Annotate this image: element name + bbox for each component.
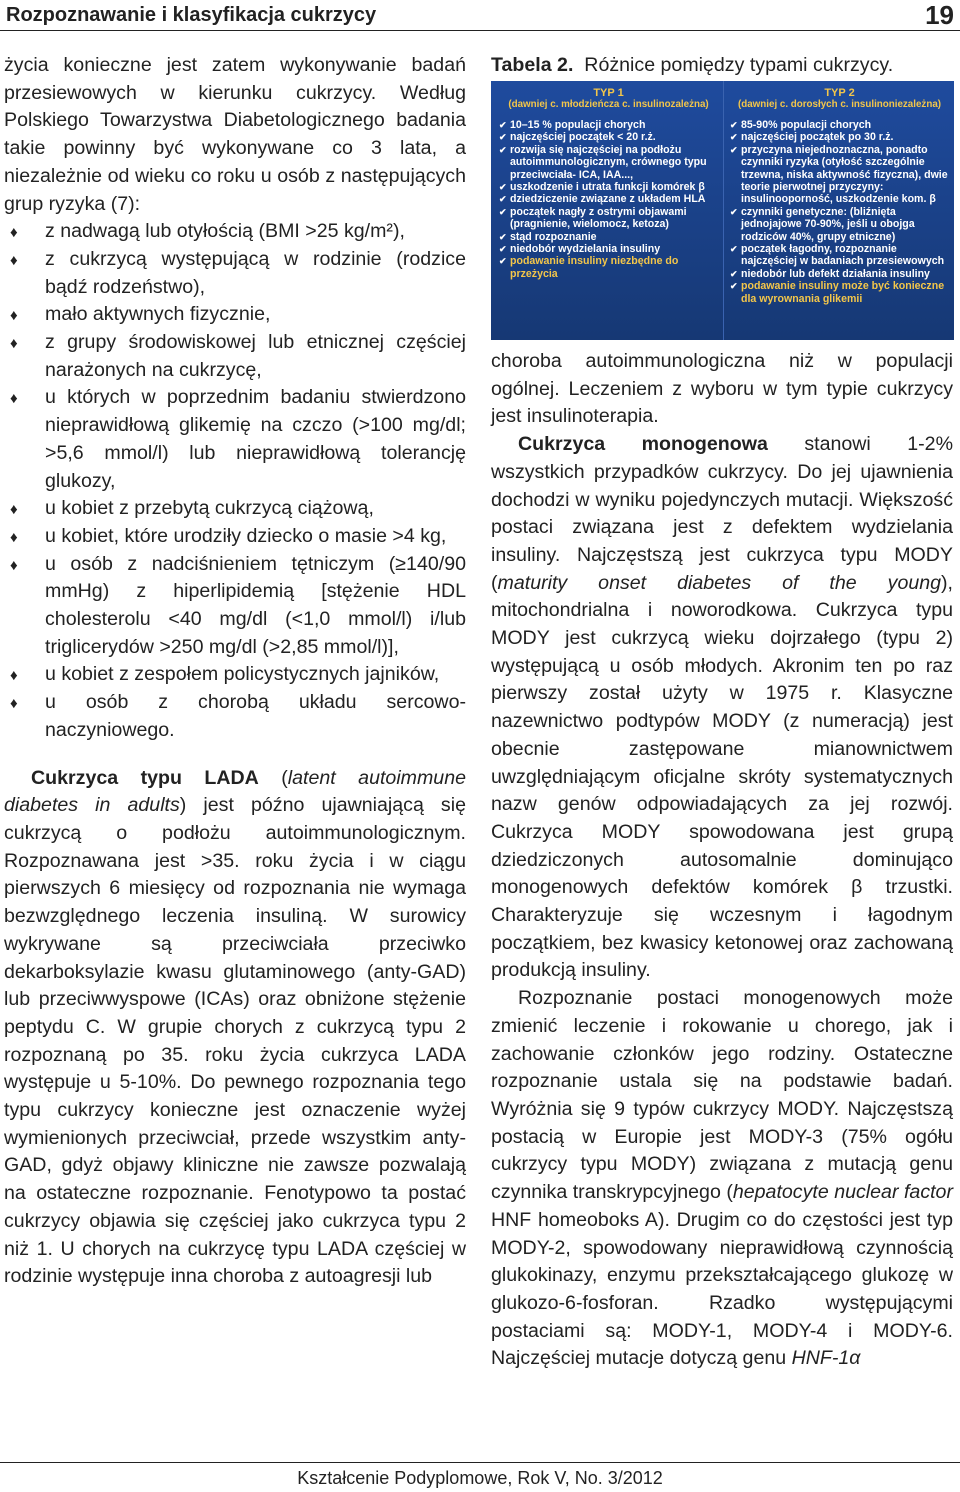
diamond-bullet-icon: ♦ <box>10 695 18 713</box>
list-item: ♦ u kobiet z zespołem policystycznych jajników, <box>4 661 466 689</box>
list-item: ♦ mało aktywnych fizycznie, <box>4 301 466 329</box>
right-column <box>491 52 953 1373</box>
running-title: Rozpoznawanie i klasyfikacja cukrzycy <box>6 4 377 26</box>
page-number: 19 <box>925 0 954 30</box>
type2-items <box>730 119 949 305</box>
list-item: ✔ stąd rozpoznanie <box>499 231 718 243</box>
risk-group-list <box>4 218 466 744</box>
diamond-bullet-icon: ♦ <box>10 667 18 685</box>
list-item: ✔ najczęściej początek po 30 r.ż. <box>730 131 949 143</box>
footer-divider <box>0 1462 960 1463</box>
list-item: ✔ czynniki genetyczne: (bliźnięta jednojajowe 70-90%, jeśli u obojga rodziców 40%, grupy etniczne) <box>730 206 949 243</box>
diagnosis-paragraph: Rozpoznanie postaci monogenowych może zmienić leczenie i rokowanie u chorego, jak i zachowanie członków jego rodziny. Ostateczne rozpoznanie ustala się na podstawie badań. Wyróżnia się 9 typów cukrzycy MODY. Najczęstszą postacią w Europie jest MODY-3 (75% ogółu cukrzycy typu MODY) związana z mutacją genu czynnika transkrypcyjnego (hepatocyte nuclear factor HNF homeoboks A). Drugim co do częstości jest typ MODY-2, spowodowany nieprawidłową czynnością glukokinazy, enzymu przekształcającego glukozę w glukozo-6-fosforan. Rzadko występującymi postaciami są: MODY-1, MODY-4 i MODY-6. Najczęściej mutacje dotyczą genu HNF-1α <box>491 987 953 1370</box>
list-item: ✔ dziedziczenie związane z układem HLA <box>499 193 718 205</box>
list-item: ♦ u kobiet, które urodziły dziecko o masie >4 kg, <box>4 523 466 551</box>
list-item: ✔ uszkodzenie i utrata funkcji komórek β <box>499 181 718 193</box>
type2-column <box>723 81 954 340</box>
list-item: ✔ początek łagodny, rozpoznanie najczęściej w badaniach przesiewowych <box>730 243 949 268</box>
list-item: ♦ z nadwagą lub otyłością (BMI >25 kg/m²), <box>4 218 466 246</box>
type2-subtitle: (dawniej c. dorosłych c. insulinoniezależna) <box>737 99 942 110</box>
diabetes-types-table <box>491 81 954 340</box>
list-item: ✔ podawanie insuliny niezbędne do przeżycia <box>499 255 718 280</box>
list-item: ♦ z cukrzycą występującą w rodzinie (rodzice bądź rodzeństwo), <box>10 247 466 298</box>
list-item: ♦ u kobiet z przebytą cukrzycą ciążową, <box>4 495 466 523</box>
list-item: ✔ najczęściej początek < 20 r.ż. <box>499 131 718 143</box>
list-item: ✔ niedobór wydzielania insuliny <box>499 243 718 255</box>
list-item: ♦ z grupy środowiskowej lub etnicznej częściej narażonych na cukrzycę, <box>10 331 466 381</box>
diamond-bullet-icon: ♦ <box>10 224 18 242</box>
type2-title: TYP 2 <box>824 87 855 99</box>
diamond-bullet-icon: ♦ <box>10 251 18 269</box>
list-item: ✔ początek nagły z ostrymi objawami (pragnienie, wielomocz, ketoza) <box>499 206 718 231</box>
table-caption: Tabela 2. Różnice pomiędzy typami cukrzycy. <box>491 54 894 76</box>
list-item: ✔ niedobór lub defekt działania insuliny <box>730 268 949 280</box>
list-item: ♦ u których w poprzednim badaniu stwierdzono nieprawidłową glikemię na czczo (>100 mg/dl; >5,6 mmol/l) lub nieprawidłową tolerancję glukozy, <box>10 386 466 492</box>
list-item: ♦ u osób z nadciśnieniem tętniczym (≥140/90 mmHg) z hiperlipidemią [stężenie HDL cholesterolu <40 mg/dl (<1,0 mmol/l) i/lub triglicerydów >250 mg/dl (>2,85 mmol/l)], <box>10 552 466 658</box>
type1-column <box>491 81 723 340</box>
list-item: ✔ 85-90% populacji chorych <box>730 119 949 131</box>
list-item: ✔ 10–15 % populacji chorych <box>499 119 718 131</box>
type1-subtitle: (dawniej c. młodzieńcza c. insulinozależna) <box>508 99 709 110</box>
diamond-bullet-icon: ♦ <box>10 528 18 546</box>
running-header <box>0 0 960 31</box>
diamond-bullet-icon: ♦ <box>10 390 18 408</box>
diamond-bullet-icon: ♦ <box>10 307 18 325</box>
type1-title: TYP 1 <box>593 87 624 99</box>
journal-footer: Kształcenie Podyplomowe, Rok V, No. 3/2012 <box>297 1468 663 1488</box>
diamond-bullet-icon: ♦ <box>10 501 18 519</box>
autoimmune-paragraph: choroba autoimmunologiczna niż w populacji ogólnej. Leczeniem z wyboru w tym typie cukrzycy jest insulinoterapia. <box>491 350 953 428</box>
diamond-bullet-icon: ♦ <box>10 335 18 353</box>
monogenic-paragraph: Cukrzyca monogenowa stanowi 1-2% wszystkich przypadków cukrzycy. Do jej ujawnienia dochodzi w wyniku pojedynczych mutacji. Większość postaci związana jest z defektem wydzielania insuliny. Najczęstszą jest cukrzyca typu MODY (maturity onset diabetes of the young), mitochondrialna i noworodkowa. Cukrzyca typu MODY jest cukrzycą wieku dojrzałego (typu 2) występującą u osób młodych. Akronim ten po raz pierwszy został użyty w 1975 r. Klasyczne nazewnictwo podtypów MODY (z numeracją) jest obecnie zastępowane mianownictwem uwzględniającym oficjalne skróty systematycznych nazw genów odpowiadających za jej rozwój. Cukrzyca MODY spowodowana jest grupą dziedziczonych autosomalnie dominująco monogenowych defektów komórek β trzustki. Charakteryzuje się wczesnym i łagodnym początkiem, bez kwasicy ketonowej oraz zachowaną produkcją insuliny. <box>491 433 953 982</box>
left-column <box>4 52 466 1291</box>
list-item: ✔ podawanie insuliny może być konieczne dla wyrownania glikemii <box>730 280 949 305</box>
list-item: ✔ przyczyna niejednoznaczna, ponadto czynniki ryzyka (otyłość szczególnie trzewna, niska aktywność fizyczna), dwie teorie pierwotnej przyczyny: insulinooporność, uszkodzenie kom. β <box>730 144 949 206</box>
diamond-bullet-icon: ♦ <box>10 556 18 574</box>
type1-items <box>499 119 718 280</box>
lada-paragraph: Cukrzyca typu LADA (latent autoimmune diabetes in adults) jest późno ujawniającą się cukrzycą o podłożu autoimmunologicznym. Rozpoznawana jest >35. roku życia i w ciągu pierwszych 6 miesięcy od rozpoznania nie wymaga bezwzględnego leczenia insuliną. W surowicy wykrywane są przeciwciała przeciwko dekarboksylazie kwasu glutaminowego (anty-GAD) lub przeciwwyspowe (ICAs) oraz obniżone stężenie peptydu C. W grupie chorych z cukrzycą typu 2 rozpoznaną po 35. roku życia cukrzyca LADA występuje u 5-10%. Do pewnego rozpoznania tego typu cukrzycy konieczne jest oznaczenie wyżej wymienionych przeciwciał, przede wszystkim anty-GAD, gdyż objawy kliniczne nie zawsze pozwalają na ostateczne rozpoznanie. Fenotypowo ta postać cukrzycy objawia się częściej jako cukrzyca typu 2 niż 1. U chorych na cukrzycę typu LADA częściej w rodzinie występuje inna choroba z autoagresji lub <box>4 766 467 1288</box>
intro-paragraph: życia konieczne jest zatem wykonywanie badań przesiewowych w kierunku cukrzycy. Według Polskiego Towarzystwa Diabetologicznego badania takie powinny być wykonywane co 3 lata, a niezależnie od wieku co roku u osób z następujących grup ryzyka (7): <box>4 54 466 215</box>
list-item: ✔ rozwija się najczęściej na podłożu autoimmunologicznym, crównego typu przeciwciała- ICA, IAA..., <box>499 144 718 181</box>
list-item: ♦ u osób z chorobą układu sercowo-naczyniowego. <box>10 691 466 741</box>
